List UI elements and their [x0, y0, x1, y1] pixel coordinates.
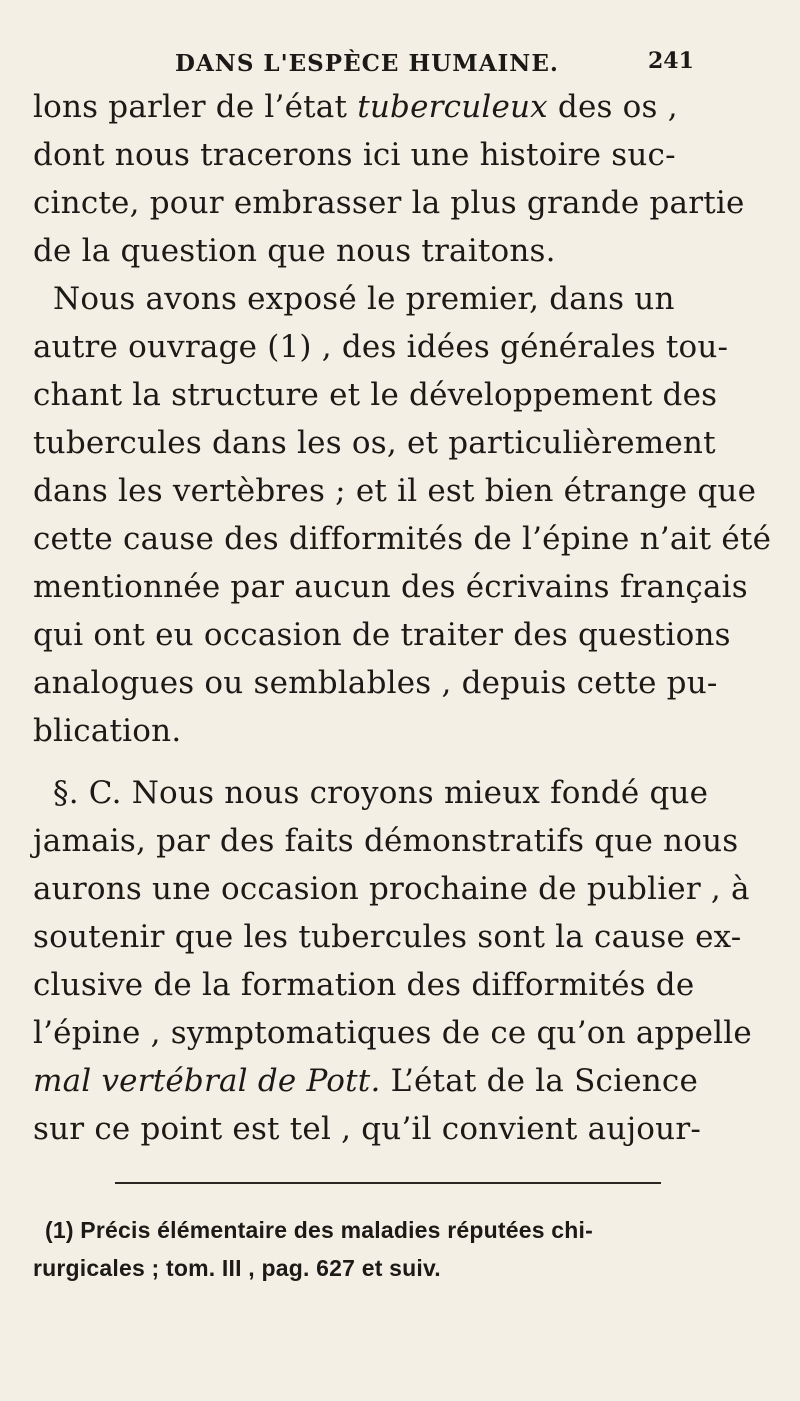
text-line: clusive de la formation des difformités de	[33, 967, 695, 1003]
text-line: dans les vertèbres ; et il est bien étrange que	[33, 473, 757, 509]
footnote-line: (1) Précis élémentaire des maladies réputées chi-	[45, 1217, 593, 1243]
footnote-line: rurgicales ; tom. III , pag. 627 et suiv.	[33, 1255, 441, 1281]
footnote-rule	[115, 1182, 661, 1184]
text-line: qui ont eu occasion de traiter des questions	[33, 617, 731, 653]
text-line: autre ouvrage (1) , des idées générales tou-	[33, 329, 729, 365]
text-segment: L’état de la Science	[380, 1063, 699, 1099]
text-line: cincte, pour embrasser la plus grande partie	[33, 185, 745, 221]
text-line: l’épine , symptomatiques de ce qu’on appelle	[33, 1015, 752, 1051]
text-line: sur ce point est tel , qu’il convient aujour-	[33, 1111, 702, 1147]
text-line	[33, 84, 678, 130]
text-line: tubercules dans les os, et particulièrement	[33, 425, 716, 461]
text-line: dont nous tracerons ici une histoire suc-	[33, 137, 676, 173]
text-line: aurons une occasion prochaine de publier , à	[33, 871, 750, 907]
text-line: analogues ou semblables , depuis cette pu-	[33, 665, 718, 701]
text-line: cette cause des difformités de l’épine n’ait été	[33, 521, 772, 557]
italic-term: tuberculeux	[357, 89, 548, 125]
text-line: mentionnée par aucun des écrivains français	[33, 569, 748, 605]
italic-term: mal vertébral de Pott.	[33, 1063, 381, 1099]
text-line: chant la structure et le développement des	[33, 377, 718, 413]
text-line	[33, 1058, 698, 1104]
paragraph-start-line: Nous avons exposé le premier, dans un	[53, 281, 675, 317]
text-segment: lons parler de l’état	[33, 89, 358, 125]
text-line: jamais, par des faits démonstratifs que nous	[33, 823, 739, 859]
text-line: de la question que nous traitons.	[33, 233, 556, 269]
running-head: DANS L'ESPÈCE HUMAINE.	[175, 50, 559, 77]
page-number: 241	[648, 48, 694, 74]
section-start-line: §. C. Nous nous croyons mieux fondé que	[53, 775, 709, 811]
text-line: blication.	[33, 713, 182, 749]
text-segment: des os ,	[547, 89, 678, 125]
text-line: soutenir que les tubercules sont la cause ex-	[33, 919, 742, 955]
